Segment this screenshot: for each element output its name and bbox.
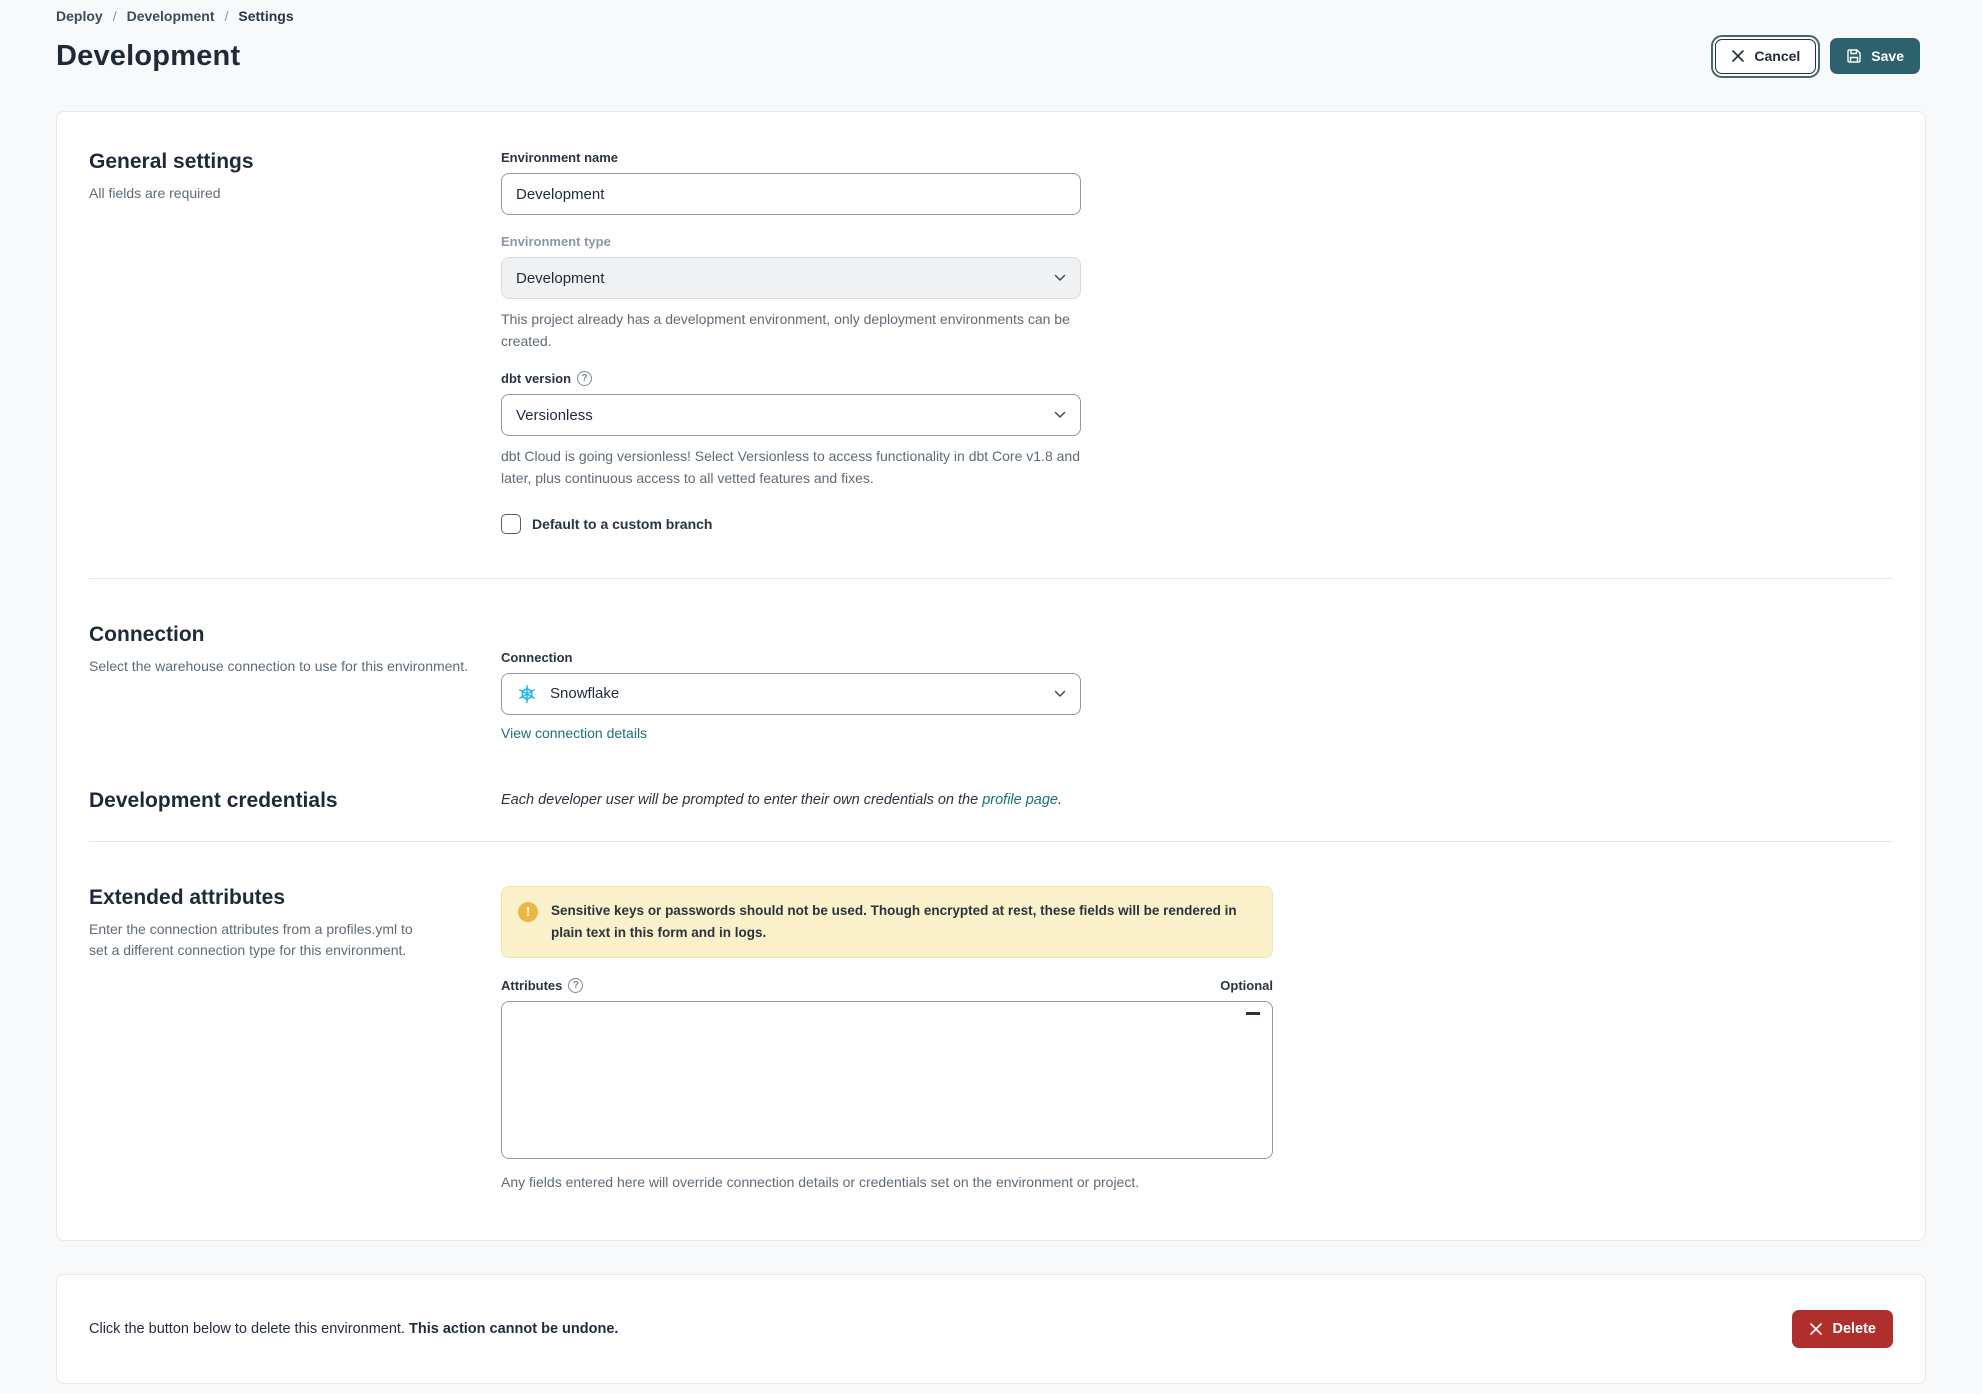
custom-branch-label[interactable]: Default to a custom branch: [532, 515, 713, 532]
breadcrumb-development[interactable]: Development: [126, 8, 215, 24]
dbt-version-field: [501, 371, 1081, 436]
settings-card: [56, 111, 1926, 1241]
profile-page-link[interactable]: profile page: [982, 791, 1058, 808]
cancel-button[interactable]: [1715, 39, 1816, 74]
attributes-label: Attributes: [501, 978, 563, 994]
chevron-down-icon: [1054, 690, 1066, 698]
close-icon: [1809, 1322, 1823, 1336]
close-icon: [1731, 49, 1745, 63]
attributes-editor-wrap: [501, 1001, 1273, 1164]
page-title: Development: [56, 39, 241, 72]
general-settings-heading: General settings: [89, 150, 254, 173]
extended-attributes-section: [89, 842, 1893, 1241]
connection-field-label: Connection: [501, 649, 573, 665]
connection-form: [501, 650, 1081, 743]
save-button-label: Save: [1871, 48, 1904, 64]
breadcrumb-separator: /: [224, 8, 229, 24]
attributes-editor[interactable]: [501, 1001, 1273, 1159]
warning-icon: !: [518, 902, 538, 922]
save-icon: [1846, 48, 1862, 64]
extended-attributes-subheading: Enter the connection attributes from a profiles.yml to set a different connection type for this environment.: [89, 920, 413, 958]
extended-attributes-heading: Extended attributes: [89, 885, 286, 909]
snowflake-icon: [516, 683, 538, 705]
credentials-note-text: Each developer user will be prompted to enter their own credentials on the: [501, 791, 983, 808]
collapse-icon[interactable]: [1246, 1012, 1260, 1015]
dbt-version-select[interactable]: [501, 394, 1081, 436]
general-settings-intro: [89, 150, 501, 534]
save-button[interactable]: [1830, 38, 1920, 74]
dbt-version-helper: dbt Cloud is going versionless! Select Versionless to access functionality in dbt Core v1.8 and later, plus continuous access to all vetted features and fixes.: [501, 448, 1080, 487]
environment-type-label: Environment type: [501, 234, 611, 249]
connection-field: [501, 650, 1081, 715]
delete-environment-card: [56, 1274, 1926, 1384]
environment-type-field: [501, 234, 1081, 299]
optional-label: Optional: [1220, 978, 1273, 994]
dbt-version-value: Versionless: [516, 406, 593, 424]
connection-value: Snowflake: [550, 685, 620, 703]
connection-select[interactable]: [501, 673, 1081, 715]
sensitive-keys-warning: [501, 886, 1273, 959]
view-connection-details-link[interactable]: View connection details: [501, 724, 648, 741]
connection-section: [89, 579, 1893, 777]
extended-attributes-intro: [89, 886, 501, 1191]
page-header: [56, 38, 1926, 74]
chevron-down-icon: [1054, 274, 1066, 282]
general-settings-subheading: All fields are required: [89, 185, 221, 201]
cancel-button-label: Cancel: [1754, 48, 1801, 64]
development-credentials-heading: Development credentials: [89, 788, 338, 812]
attributes-helper: Any fields entered here will override connection details or credentials set on the environment or project.: [501, 1174, 1140, 1191]
help-icon[interactable]: ?: [577, 371, 592, 386]
attributes-header-row: [501, 978, 1273, 993]
credentials-note-suffix: .: [1057, 791, 1063, 808]
breadcrumb-settings: Settings: [238, 8, 294, 24]
chevron-down-icon: [1054, 411, 1066, 419]
environment-name-input[interactable]: [501, 173, 1081, 215]
custom-branch-checkbox[interactable]: [501, 514, 521, 534]
development-credentials-note: [501, 792, 1893, 808]
connection-subheading: Select the warehouse connection to use for this environment.: [89, 657, 468, 674]
breadcrumb: [56, 8, 1926, 24]
environment-type-value: Development: [516, 269, 605, 287]
development-credentials-intro: [89, 789, 501, 813]
environment-type-select: [501, 257, 1081, 299]
development-credentials-note-wrap: [501, 789, 1893, 813]
delete-environment-text: [89, 1321, 618, 1337]
environment-type-helper: This project already has a development environment, only deployment environments can be created.: [501, 311, 1070, 349]
connection-intro: [89, 623, 501, 743]
extended-attributes-form: [501, 886, 1893, 1191]
delete-button[interactable]: [1792, 1310, 1893, 1348]
environment-name-field: [501, 150, 1081, 215]
development-credentials-section: [89, 777, 1893, 842]
general-settings-form: [501, 150, 1081, 534]
general-settings-section: [89, 112, 1893, 579]
delete-button-label: Delete: [1832, 1321, 1876, 1338]
help-icon[interactable]: ?: [568, 978, 583, 993]
environment-name-label: Environment name: [501, 150, 619, 165]
dbt-version-label: dbt version: [501, 371, 572, 387]
connection-heading: Connection: [89, 622, 205, 646]
custom-branch-row: [501, 514, 1081, 534]
delete-text-bold: This action cannot be undone.: [408, 1321, 619, 1338]
breadcrumb-deploy[interactable]: Deploy: [56, 8, 103, 24]
breadcrumb-separator: /: [112, 8, 117, 24]
warning-text: Sensitive keys or passwords should not be used. Though encrypted at rest, these fields will be rendered in plain text in this form and in logs.: [551, 902, 1237, 941]
delete-text-normal: Click the button below to delete this environment.: [89, 1321, 409, 1338]
header-actions: [1715, 38, 1926, 74]
